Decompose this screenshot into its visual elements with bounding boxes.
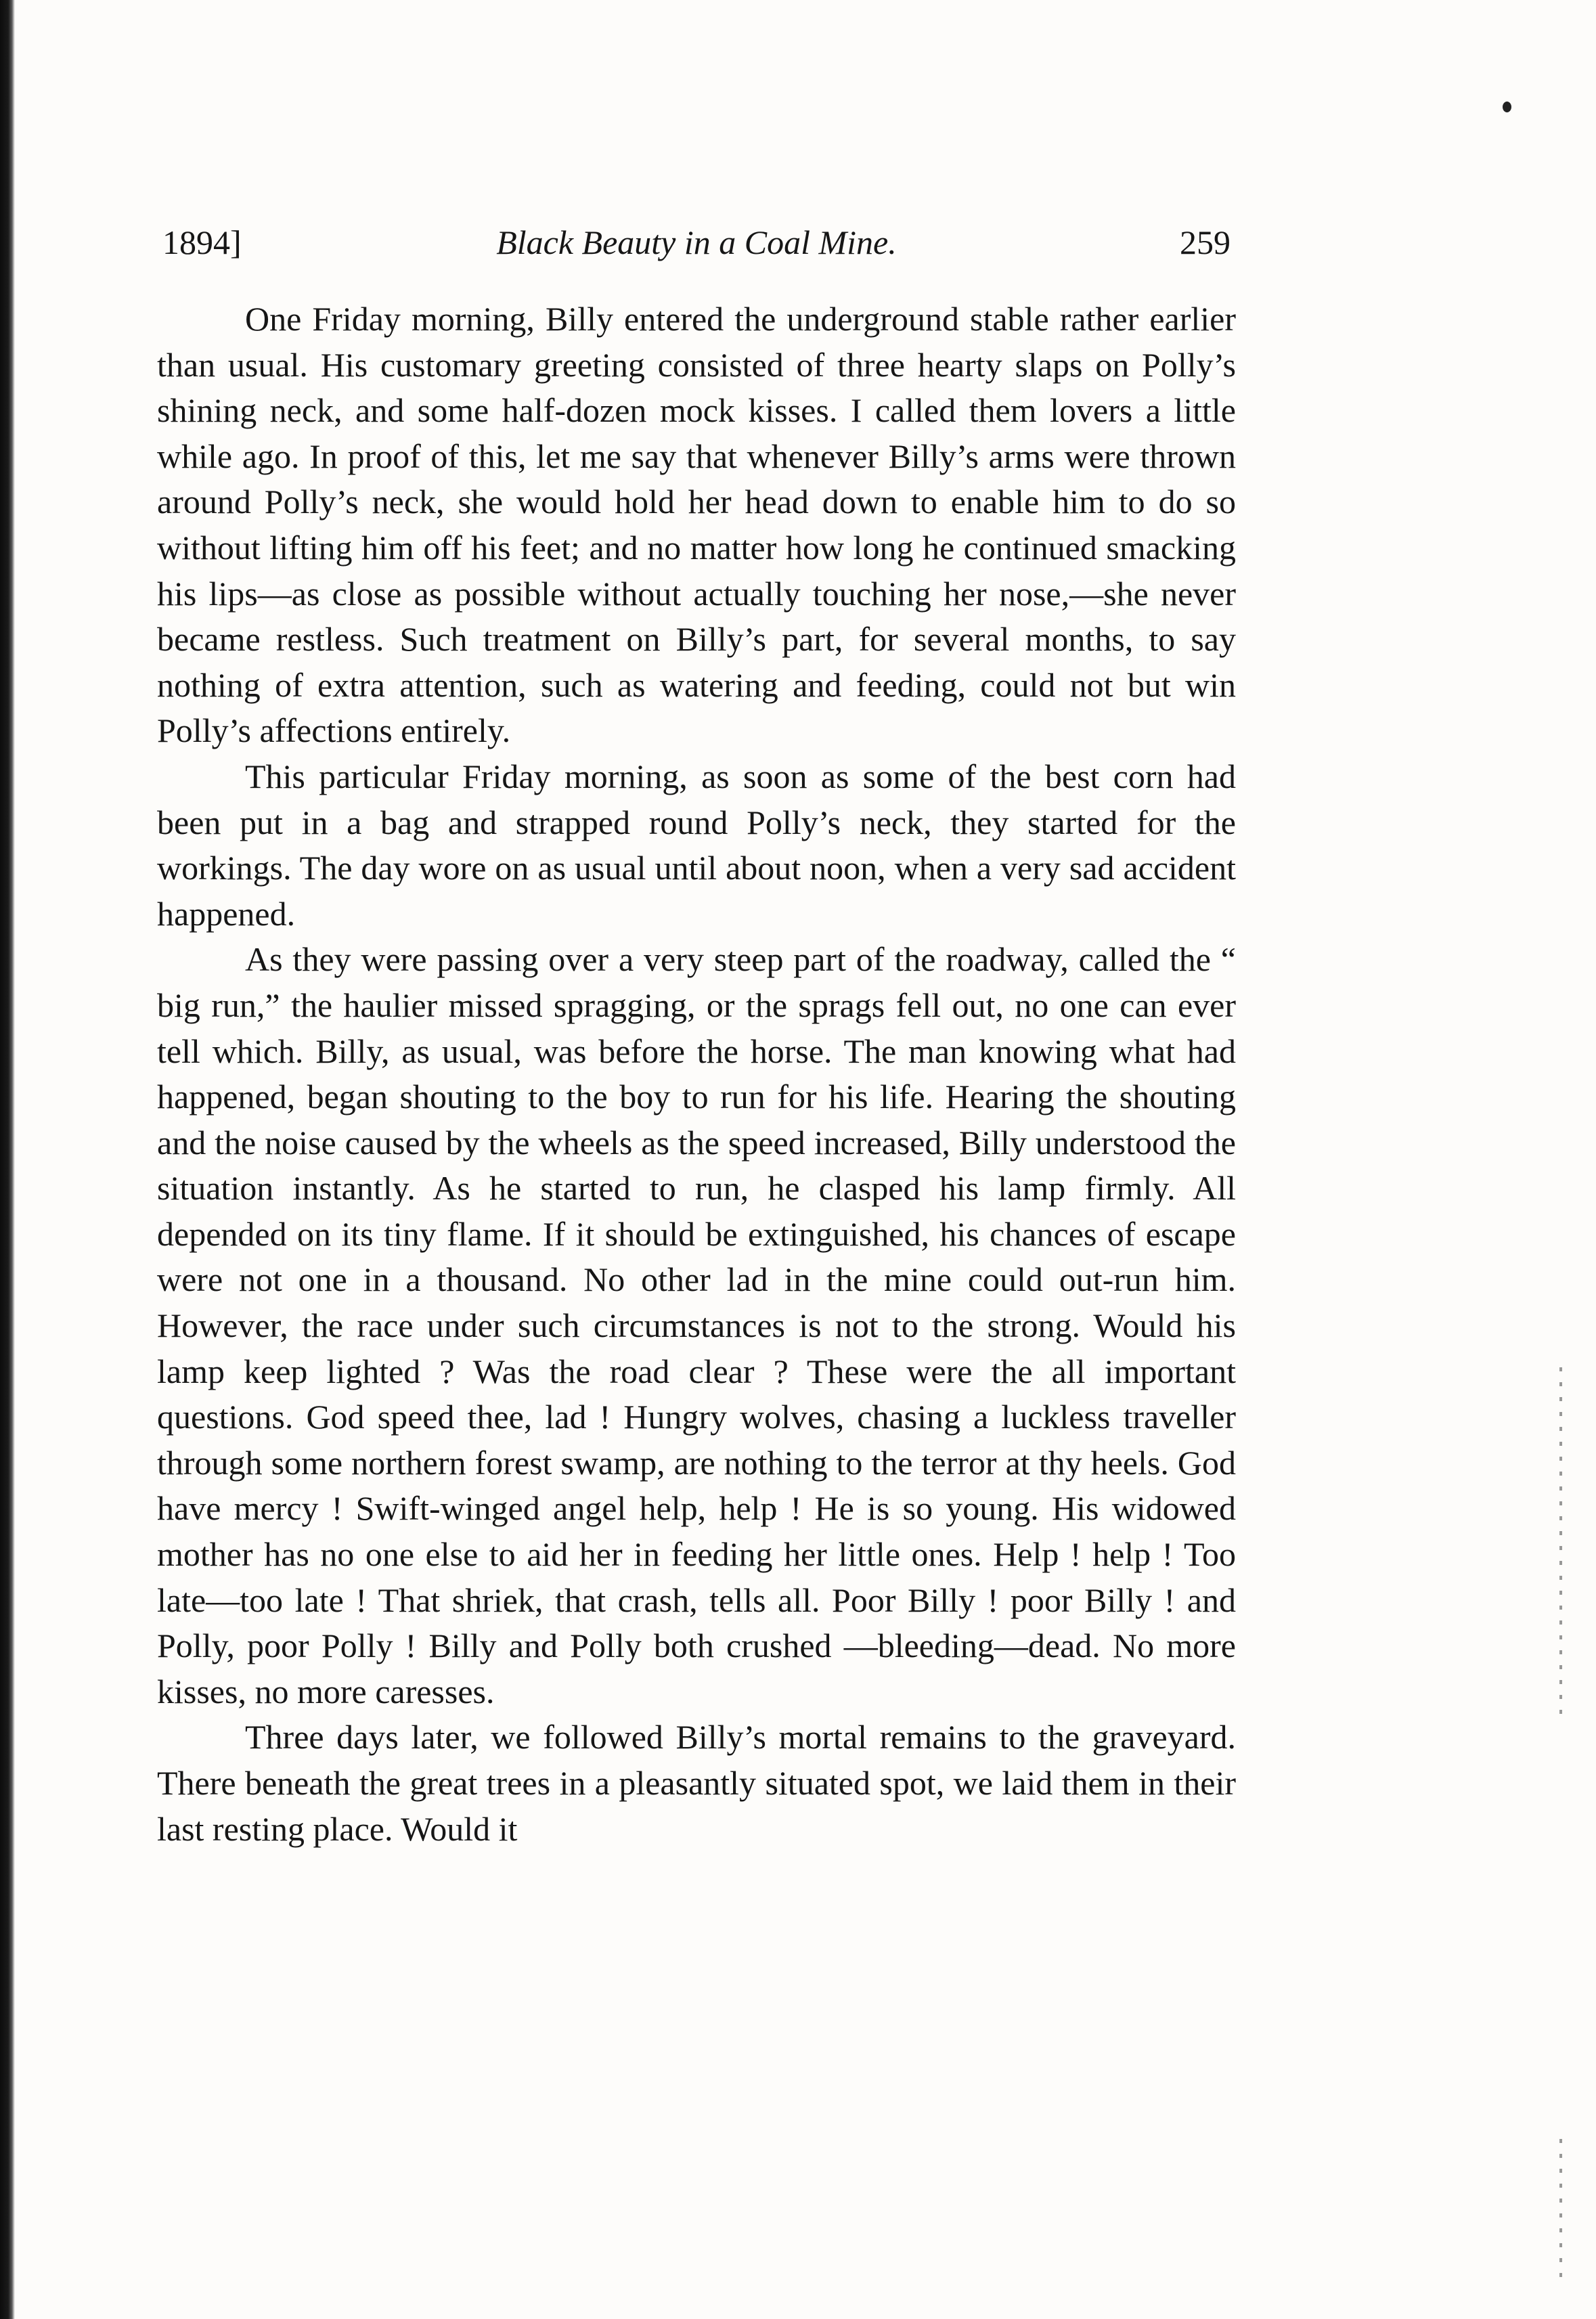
paragraph: As they were passing over a very steep part of the roadway, called the “ big run,” the haulier missed spragging, or the sprags fell out, no one can ever tell which. Billy, as usual, was before the horse. The man knowing what had happened, began shouting to the boy to run for his life. Hearing the shouting and the noise caused by the wheels as the speed increased, Billy understood the situation instantly. As he started to run, he clasped his lamp firmly. All depended on its tiny flame. If it should be extinguished, his chances of escape were not one in a thousand. No other lad in the mine could out-run him. However, the race under such circumstances is not to the strong. Would his lamp keep lighted ? Was the road clear ? These were the all important questions. God speed thee, lad ! Hungry wolves, chasing a luckless traveller through some northern forest swamp, are nothing to the terror at thy heels. God have mercy ! Swift-winged angel help, help ! He is so young. His widowed mother has no one else to aid her in feeding her little ones. Help ! help ! Too late—too late ! That shriek, that crash, tells all. Poor Billy ! poor Billy ! and Polly, poor Polly ! Billy and Polly both crushed —bleeding—dead. No more kisses, no more caresses. — [157, 940, 1236, 1710]
scan-edge-marks — [1559, 1367, 1562, 1719]
header-title: Black Beauty in a Coal Mine. — [496, 223, 897, 261]
running-header — [162, 215, 1231, 269]
paragraph: Three days later, we followed Billy’s mortal remains to the graveyard. There beneath the great trees in a pleasantly situated spot, we laid them in their last resting place. Would it — [157, 1718, 1236, 1848]
paragraph: This particular Friday morning, as soon as some of the best corn had been put in a bag and strapped round Polly’s neck, they started for the workings. The day wore on as usual until about noon, when a very sad accident happened. — [157, 757, 1236, 933]
binding-edge-shadow — [0, 0, 15, 2319]
header-year: 1894] — [162, 223, 242, 261]
body-text — [157, 296, 1236, 1852]
page-number: 259 — [1180, 223, 1231, 261]
paragraph: One Friday morning, Billy entered the underground stable rather earlier than usual. His customary greeting consisted of three hearty slaps on Polly’s shining neck, and some half-dozen mock kisses. I called them lovers a little while ago. In proof of this, let me say that whenever Billy’s arms were thrown around Polly’s neck, she would hold her head down to enable him to do so without lifting him off his feet; and no matter how long he continued smacking his lips—as close as possible without actually touching her nose,—she never became restless. Such treatment on Billy’s part, for several months, to say nothing of extra attention, such as watering and feeding, could not but win Polly’s affections entirely. — [157, 300, 1236, 750]
scan-edge-marks — [1559, 2139, 1562, 2281]
scan-speck — [1503, 102, 1511, 112]
